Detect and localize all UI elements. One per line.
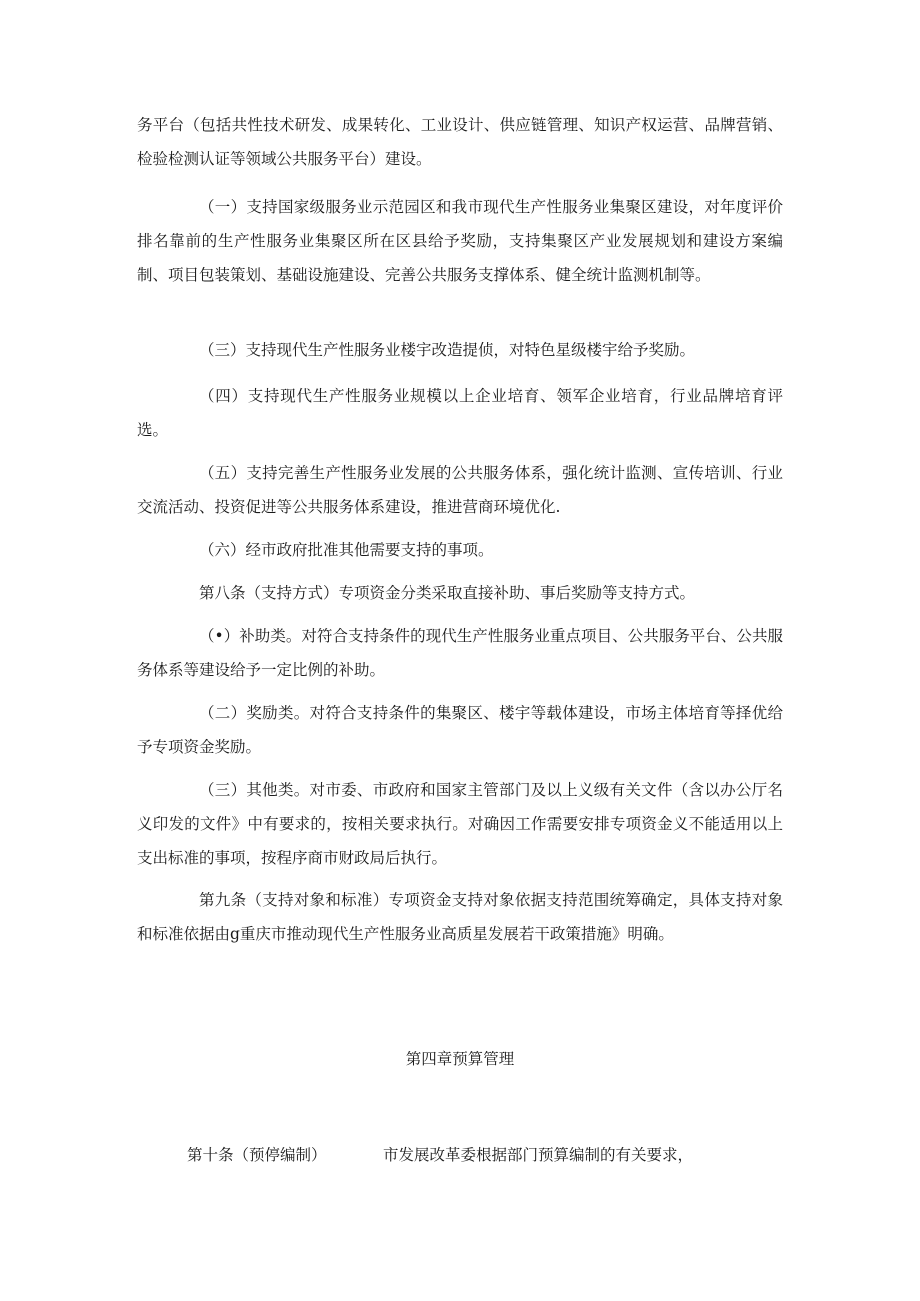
- article-10-heading: 第十条（预停编制）: [187, 1146, 327, 1164]
- article-8: 第八条（支持方式）专项资金分类采取直接补助、事后奖励等支持方式。: [199, 584, 696, 602]
- paragraph-item-1: （一）支持国家级服务业示范园区和我市现代生产性服务业集聚区建设，对年度评价排名靠前的生产性服务业集聚区所在区县给予奖励，支持集聚区产业发展规划和建设方案编制、项目包装策划、基础设施建设、完善公共服务支撑体系、健全统计监测机制等。: [137, 198, 783, 284]
- paragraph-reward: （二）奖励类。对符合支持条件的集聚区、楼宇等载体建设，市场主体培育等择优给予专项资金奖励。: [137, 704, 783, 756]
- article-9: 第九条（支持对象和标准）专项资金支持对象依据支持范围统筹确定，具体支持对象和标准依据由g重庆市推动现代生产性服务业高质星发展若干政策措施》明确。: [137, 891, 783, 943]
- paragraph-item-3: （三）支持现代生产性服务业楼宇改造提侦，对特色星级楼宇给予奖励。: [199, 341, 696, 359]
- paragraph-item-6: （六）经市政府批准其他需要支持的事项。: [199, 541, 494, 559]
- paragraph-other: （三）其他类。对市委、市政府和国家主管部门及以上义级有关文件（含以办公厅名义印发的文件》中有要求的，按相关要求执行。对确因工作需要安排专项资金义不能适用以上支出标准的事项，按程序商市财政局后执行。: [137, 781, 783, 867]
- paragraph-item-4: （四）支持现代生产性服务业规模以上企业培育、领军企业培育，行业品牌培育评选。: [137, 387, 783, 439]
- paragraph-continuation: 务平台（包括共性技术研发、成果转化、工业设计、供应链管理、知识产权运营、品牌营销、检验检测认证等领域公共服务平台）建设。: [137, 116, 783, 168]
- paragraph-item-5: （五）支持完善生产性服务业发展的公共服务体系，强化统计监测、宣传培训、行业交流活动、投资促进等公共服务体系建设，推进营商环境优化.: [137, 464, 783, 516]
- chapter-title: 第四章预算管理: [405, 1050, 515, 1068]
- article-10-text: 市发展改革委根据部门预算编制的有关要求，: [383, 1146, 694, 1164]
- paragraph-subsidy: （•）补助类。对符合支持条件的现代生产性服务业重点项目、公共服务平台、公共服务体系等建设给予一定比例的补助。: [137, 627, 783, 679]
